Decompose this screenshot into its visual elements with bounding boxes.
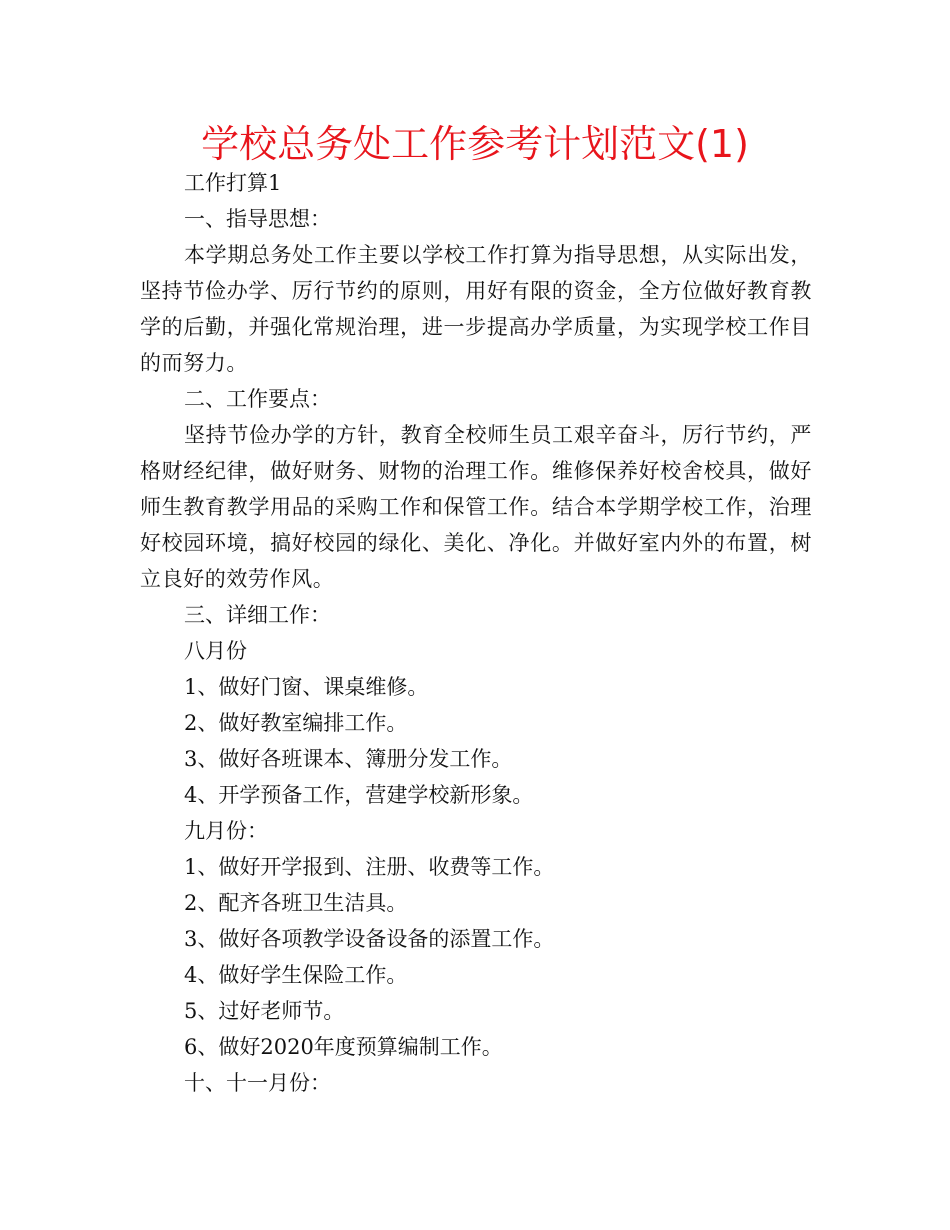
paragraph-guiding-thought: 本学期总务处工作主要以学校工作打算为指导思想，从实际出发，坚持节俭办学、厉行节约的原则，用好有限的资金，全方位做好教育教学的后勤，并强化常规治理，进一步提高办学质量，为实现学校工作目的而努力。 <box>140 243 812 375</box>
month-heading-oct-nov: 十、十一月份： <box>184 1071 331 1095</box>
list-item: 1、做好开学报到、注册、收费等工作。 <box>184 855 555 879</box>
month-heading-august: 八月份 <box>184 639 247 663</box>
list-item: 4、开学预备工作，营建学校新形象。 <box>184 783 534 807</box>
section-heading-guiding-thought: 一、指导思想： <box>184 207 331 231</box>
list-item: 2、配齐各班卫生洁具。 <box>184 891 408 915</box>
list-item: 2、做好教室编排工作。 <box>184 711 408 735</box>
section-heading-key-points: 二、工作要点： <box>184 387 331 411</box>
list-item: 1、做好门窗、课桌维修。 <box>184 675 429 699</box>
list-item: 5、过好老师节。 <box>184 999 345 1023</box>
list-item: 6、做好2020年度预算编制工作。 <box>184 1035 503 1059</box>
list-item: 3、做好各班课本、簿册分发工作。 <box>184 747 513 771</box>
document-body <box>140 165 812 1101</box>
section-heading-detailed-work: 三、详细工作： <box>184 603 331 627</box>
list-item: 4、做好学生保险工作。 <box>184 963 408 987</box>
month-heading-september: 九月份： <box>184 819 268 843</box>
paragraph-key-points: 坚持节俭办学的方针，教育全校师生员工艰辛奋斗，厉行节约，严格财经纪律，做好财务、财物的治理工作。维修保养好校舍校具，做好师生教育教学用品的采购工作和保管工作。结合本学期学校工作，治理好校园环境，搞好校园的绿化、美化、净化。并做好室内外的布置，树立良好的效劳作风。 <box>140 423 812 591</box>
plan-heading: 工作打算1 <box>184 171 282 195</box>
document-title: 学校总务处工作参考计划范文(1) <box>201 122 749 166</box>
list-item: 3、做好各项教学设备设备的添置工作。 <box>184 927 555 951</box>
